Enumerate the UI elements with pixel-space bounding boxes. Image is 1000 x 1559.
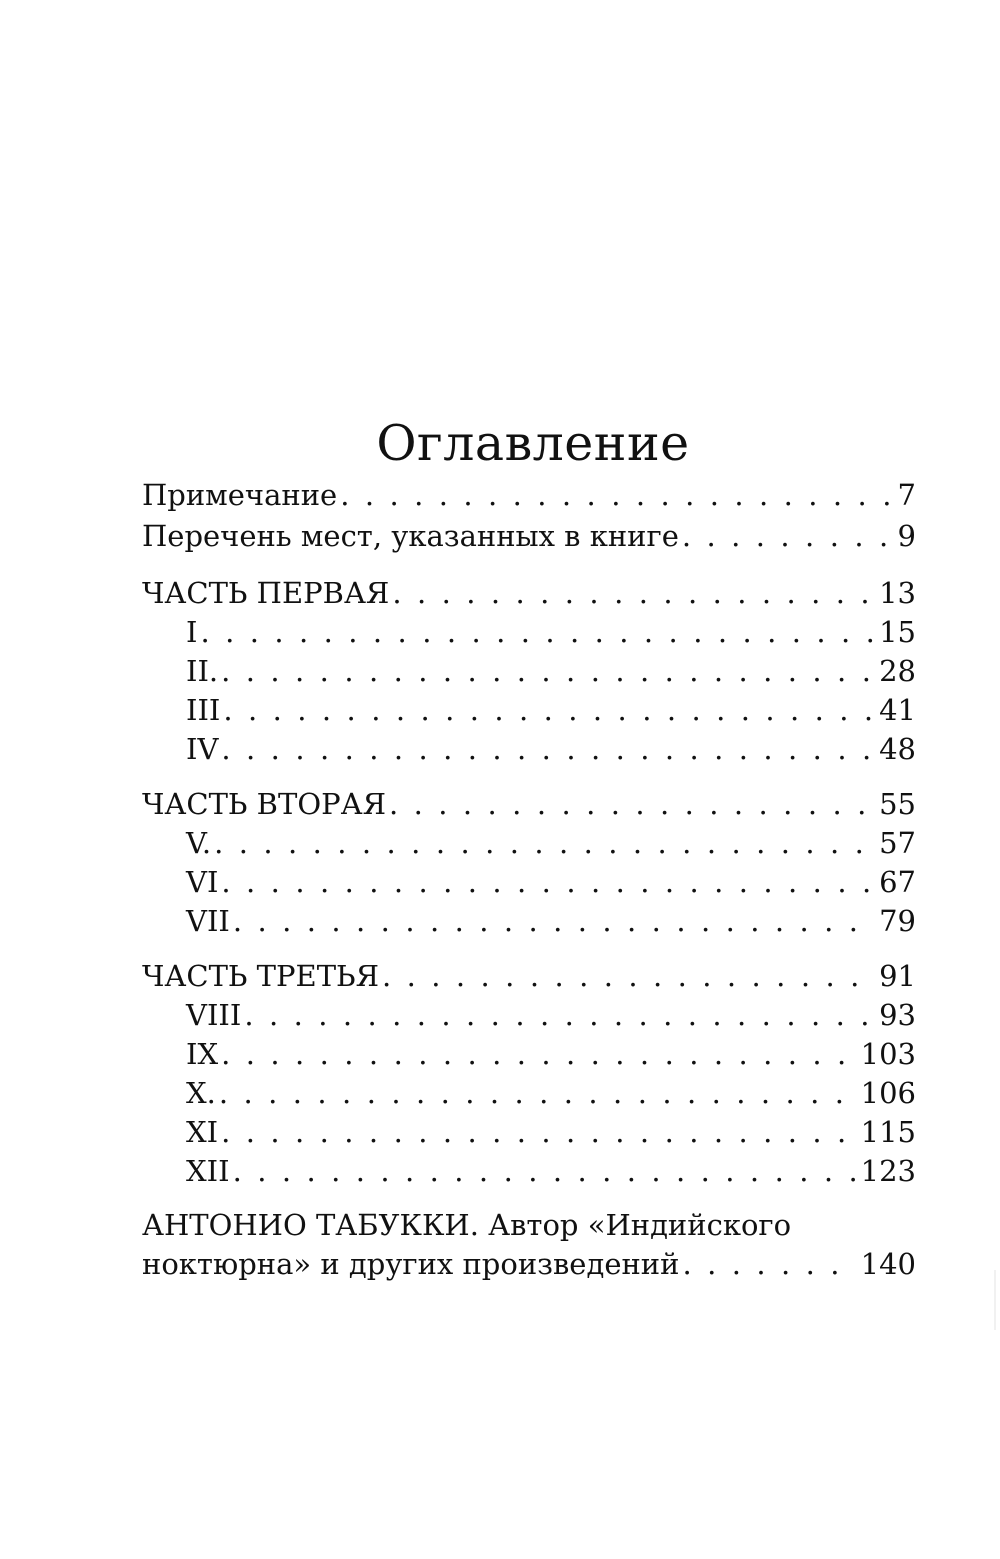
toc-chapter[interactable] [142, 1035, 916, 1074]
dot-leader [244, 996, 875, 1035]
dot-leader [233, 902, 875, 941]
toc-page-number: 7 [897, 478, 916, 512]
dot-leader [682, 1245, 856, 1284]
dot-leader [221, 1113, 857, 1152]
toc-page-number: 48 [879, 732, 916, 766]
toc-page-number: 13 [879, 576, 916, 610]
toc-page-number: 41 [879, 693, 916, 727]
toc-part-label: ЧАСТЬ ВТОРАЯ [142, 787, 386, 821]
toc-chapter[interactable] [142, 824, 916, 863]
dot-leader [221, 730, 875, 769]
dot-leader [389, 785, 875, 824]
toc-page-number: 123 [860, 1154, 916, 1188]
toc-chapter-label: VIII [186, 998, 242, 1032]
toc-chapter[interactable] [142, 652, 916, 691]
dot-leader [392, 574, 875, 613]
toc-chapter-label: VII [186, 904, 230, 938]
toc-chapter-label: I [186, 615, 198, 649]
dot-leader [200, 613, 875, 652]
toc-part-three[interactable] [142, 957, 916, 996]
toc-chapter-label: XII [186, 1154, 230, 1188]
toc-afterword-line-1[interactable]: АНТОНИО ТАБУККИ. Автор «Индийского [142, 1208, 792, 1242]
toc-afterword-label: ноктюрна» и других произведений [142, 1247, 680, 1281]
toc-page-number: 140 [860, 1247, 916, 1281]
toc-chapter[interactable] [142, 863, 916, 902]
toc-page-number: 103 [860, 1037, 916, 1071]
toc-page-number: 79 [879, 904, 916, 938]
table-of-contents [142, 476, 916, 1284]
dot-leader [219, 1074, 857, 1113]
toc-part-label: ЧАСТЬ ТРЕТЬЯ [142, 959, 379, 993]
toc-entry-places[interactable] [142, 515, 916, 558]
toc-chapter-label: X. [186, 1076, 216, 1110]
toc-page-number: 67 [879, 865, 916, 899]
toc-entry-label: Перечень мест, указанных в книге [142, 519, 679, 553]
toc-page-number: 15 [879, 615, 916, 649]
toc-chapter-label: IX [186, 1037, 219, 1071]
toc-page-number: 93 [879, 998, 916, 1032]
toc-page-number: 106 [860, 1076, 916, 1110]
toc-part-label: ЧАСТЬ ПЕРВАЯ [142, 576, 390, 610]
toc-page-number: 91 [879, 959, 916, 993]
toc-chapter-label: III [186, 693, 221, 727]
dot-leader [221, 1035, 857, 1074]
section-gap [142, 941, 916, 957]
page-title: Оглавление [376, 414, 690, 472]
toc-page-number: 9 [897, 519, 916, 553]
toc-chapter-label: II. [186, 654, 219, 688]
toc-chapter[interactable] [142, 1074, 916, 1113]
dot-leader [233, 1152, 857, 1191]
toc-chapter[interactable] [142, 902, 916, 941]
dot-leader [221, 863, 875, 902]
toc-chapter[interactable] [142, 613, 916, 652]
section-gap [142, 769, 916, 785]
toc-page-number: 115 [860, 1115, 916, 1149]
toc-page-number: 55 [879, 787, 916, 821]
toc-page-number: 28 [879, 654, 916, 688]
toc-page-number: 57 [879, 826, 916, 860]
dot-leader [382, 957, 875, 996]
toc-chapter-label: V. [186, 826, 212, 860]
dot-leader [682, 515, 894, 558]
toc-chapter-label: IV [186, 732, 219, 766]
dot-leader [214, 824, 875, 863]
toc-chapter[interactable] [142, 996, 916, 1035]
toc-afterword[interactable] [142, 1245, 916, 1284]
toc-entry-label: Примечание [142, 478, 338, 512]
toc-chapter[interactable] [142, 1152, 916, 1191]
section-gap [142, 558, 916, 574]
toc-chapter-label: XI [186, 1115, 219, 1149]
toc-part-one[interactable] [142, 574, 916, 613]
toc-chapter-label: VI [186, 865, 219, 899]
dot-leader [221, 652, 875, 691]
toc-part-two[interactable] [142, 785, 916, 824]
toc-entry-note[interactable] [142, 476, 916, 515]
toc-chapter[interactable] [142, 691, 916, 730]
dot-leader [223, 691, 875, 730]
paper-edge-mark [994, 1270, 996, 1330]
dot-leader [340, 476, 893, 515]
toc-chapter[interactable] [142, 1113, 916, 1152]
section-gap [142, 1191, 916, 1205]
toc-chapter[interactable] [142, 730, 916, 769]
